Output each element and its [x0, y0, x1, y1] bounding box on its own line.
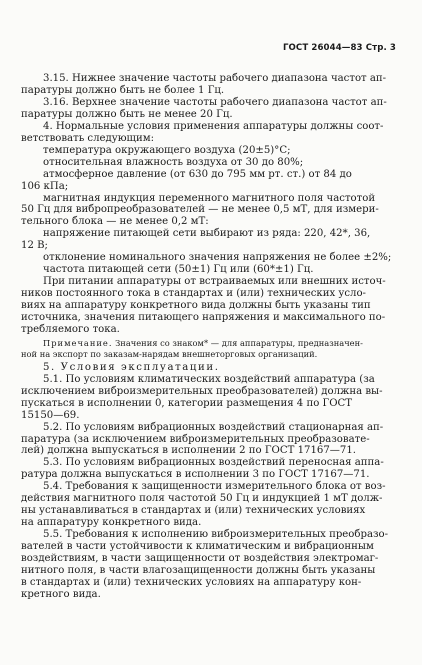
text-line: 50 Гц для вибропреобразователей — не менее 0,5 мТ, для измери-	[21, 204, 379, 216]
text-line: действия магнитного поля частотой 50 Гц и индукцией 1 мТ долж-	[21, 493, 383, 505]
note-line: ной на экспорт по заказам-нарядам внешнеторговых организаций.	[21, 348, 318, 359]
text-line: 3.15. Нижнее значение частоты рабочего диапазона частот ап-	[43, 73, 387, 84]
text-line: на аппаратуру конкретного вида.	[21, 517, 202, 529]
page-header: ГОСТ 26044—83 Стр. 3	[282, 43, 396, 53]
text-line: 4. Нормальные условия применения аппаратуры должны соот-	[43, 120, 384, 132]
text-line: отклонение номинального значения напряжения не более ±2%;	[43, 252, 392, 264]
text-line: вателей в части устойчивости к климатическим и вибрационным	[21, 541, 374, 553]
text-line: исключением виброизмерительных преобразователей) должна вы-	[21, 385, 383, 397]
text-line: виях на аппаратуру конкретного вида должны быть указаны тип	[21, 300, 371, 312]
text-line: 12 В;	[21, 240, 48, 252]
text-line: 5.1. По условиям климатических воздействий аппаратура (за	[43, 373, 375, 385]
text-line: относительная влажность воздуха от 30 до 80%;	[43, 156, 304, 168]
text-line: 5.4. Требования к защищенности измерительного блока от воз-	[43, 481, 386, 493]
text-line: паратуры должно быть не менее 20 Гц.	[21, 108, 233, 120]
text-line: в стандартах и (или) технических условиях на аппаратуру кон-	[21, 576, 362, 588]
text-line: паратура (за исключением виброизмерительных преобразовате-	[21, 433, 370, 445]
text-line: 5.2. По условиям вибрационных воздействий стационарная ап-	[43, 421, 384, 433]
text-line: температура окружающего воздуха (20±5)°С;	[43, 144, 291, 156]
text-line: пускаться в исполнении 0, категории размещения 4 по ГОСТ	[21, 397, 353, 409]
text-line: 5.3. По условиям вибрационных воздействий переносная аппа-	[43, 457, 384, 469]
text-line: магнитная индукция переменного магнитного поля частотой	[43, 192, 376, 204]
text-line: паратуры должно быть не более 1 Гц.	[21, 84, 225, 96]
text-line: воздействиям, в части защищенности от воздействия электромаг-	[21, 553, 379, 565]
text-line: атмосферное давление (от 630 до 795 мм рт. ст.) от 84 до	[43, 168, 352, 180]
text-line: кретного вида.	[21, 588, 101, 600]
note-line	[21, 338, 401, 349]
text-line: тельного блока — не менее 0,2 мТ:	[21, 216, 209, 228]
text-line: лей) должна выпускаться в исполнении 2 по ГОСТ 17167—71.	[21, 445, 357, 457]
text-line: 3.16. Верхнее значение частоты рабочего диапазона частот ап-	[43, 96, 387, 108]
text-line: частота питающей сети (50±1) Гц или (60*±1) Гц.	[43, 264, 314, 276]
text-line: ветствовать следующим:	[21, 132, 154, 144]
text-line: требляемого тока.	[21, 324, 120, 336]
text-line: 15150—69.	[21, 409, 80, 421]
text-line: ны устанавливаться в стандартах и (или) технических условиях	[21, 505, 366, 517]
text-line: напряжение питающей сети выбирают из ряда: 220, 42*, 36,	[43, 228, 371, 240]
note-text: Значения со знаком* — для аппаратуры, предназначен-	[112, 337, 363, 348]
text-line: источника, значения питающего напряжения и максимального по-	[21, 312, 386, 324]
text-line: 5.5. Требования к исполнению виброизмерительных преобразо-	[43, 529, 389, 541]
section-heading: 5. Условия эксплуатации.	[43, 361, 220, 373]
text-line: нитного поля, в части влагозащищенности должны быть указаны	[21, 564, 376, 576]
note-label: Примечание.	[43, 337, 113, 348]
text-line: При питании аппаратуры от встраиваемых или внешних источ-	[43, 276, 386, 288]
text-line: ников постоянного тока в стандартах и (или) технических усло-	[21, 288, 366, 300]
document-body	[21, 73, 401, 601]
text-line: ратура должна выпускаться в исполнении 3 по ГОСТ 17167—71.	[21, 469, 370, 481]
text-line: 106 кПа;	[21, 180, 69, 192]
